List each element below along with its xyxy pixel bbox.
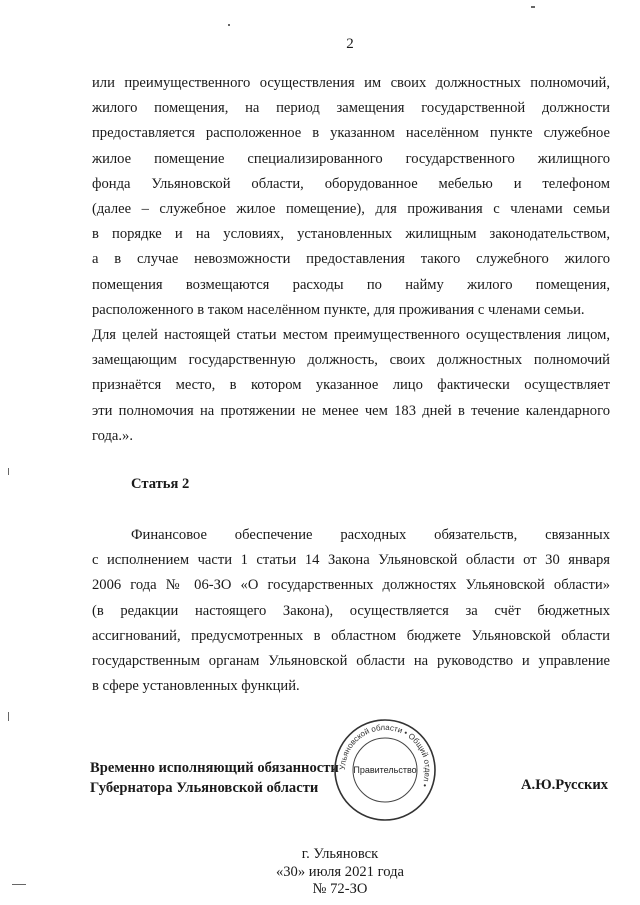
footer-number: № 72-ЗО [312,881,368,897]
text-line: в сфере установленных функций. [92,678,300,695]
signature-title-line-2: Губернатора Ульяновской области [90,780,319,796]
text-line: а в случае невозможности предоставления такого служебного жилого [92,251,610,268]
text-line: года.». [92,427,133,444]
text-line: (далее – служебное жилое помещение), для проживания с членами семьи [92,201,610,218]
text-line: (в редакции настоящего Закона), осуществляется за счёт бюджетных [92,602,610,619]
stamp-center-text: Правительство [353,765,417,775]
stamp-ring-text: Ульяновской области • Общий отдел • [337,722,433,789]
signer-name: А.Ю.Русских [521,777,609,793]
scan-speck [531,6,535,8]
text-line: или преимущественного осуществления им своих должностных полномочий, [92,75,610,91]
scan-speck [8,712,9,721]
paragraph-2 [92,523,610,699]
footer-city: г. Ульяновск [301,846,379,862]
page-number: 2 [346,36,354,52]
text-line: предоставляется расположенное в указанном населённом пункте служебное [92,125,610,142]
text-line: замещающим государственную должность, своих должностных полномочий [92,352,610,369]
signature-block [90,758,339,798]
text-line: признаётся место, в котором указанное лицо фактически осуществляет [92,377,610,394]
text-line: с исполнением части 1 статьи 14 Закона Ульяновской области от 30 января [92,552,610,569]
text-line: расположенного в таком населённом пункте, для проживания с членами семьи. [92,301,585,318]
official-stamp [330,715,440,825]
footer-date: «30» июля 2021 года [275,864,405,880]
scan-speck [12,884,26,885]
text-line: ассигнований, предусмотренных в областном бюджете Ульяновской области [92,627,610,644]
signature-title-line-1: Временно исполняющий обязанности [90,760,339,776]
article-title: Статья 2 [131,476,190,492]
text-line: фонда Ульяновской области, оборудованное мебелью и телефоном [92,175,610,192]
text-line: Для целей настоящей статьи местом преимущественного осуществления лицом, [92,327,610,344]
scan-speck [228,24,230,26]
text-line: Финансовое обеспечение расходных обязательств, связанных [131,527,610,543]
scan-speck [8,468,9,475]
text-line: жилое помещение специализированного государственного жилищного [92,150,610,167]
paragraph-1 [92,71,610,449]
text-line: государственным органам Ульяновской области на руководство и управление [92,653,610,670]
text-line: 2006 года № 06-ЗО «О государственных должностях Ульяновской области» [92,577,610,594]
text-line: помещения возмещаются расходы по найму жилого помещения, [92,276,610,293]
text-line: жилого помещения, на период замещения государственной должности [92,100,610,117]
text-line: в порядке и на условиях, установленных жилищным законодательством, [92,226,610,243]
text-line: эти полномочия на протяжении не менее чем 183 дней в течение календарного [92,402,610,419]
